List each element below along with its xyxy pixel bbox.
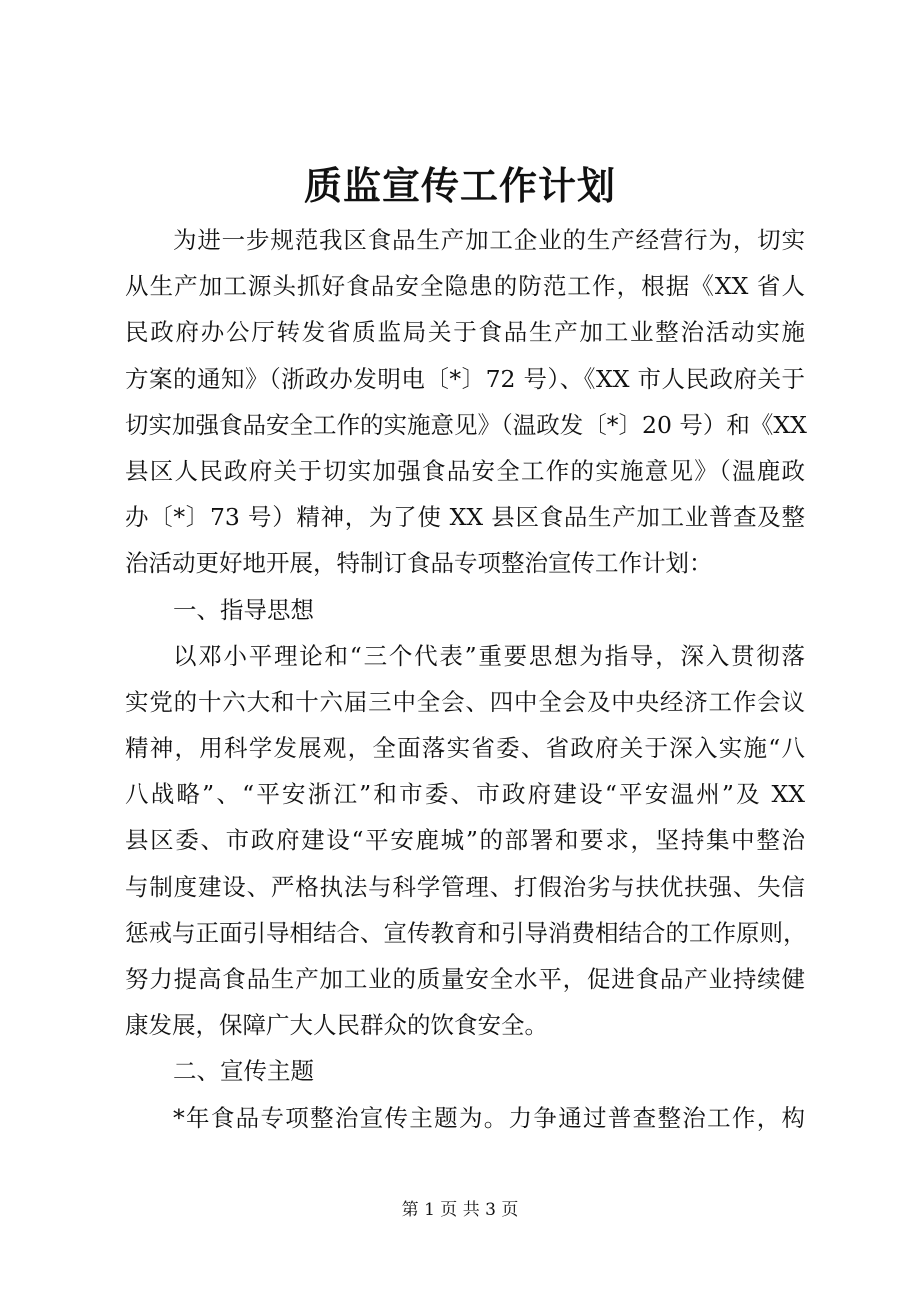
- document-body: [125, 217, 805, 1141]
- paragraph-line: 民政府办公厅转发省质监局关于食品生产加工业整治活动实施: [125, 318, 805, 347]
- paragraph-line: *年食品专项整治宣传主题为。力争通过普查整治工作，构: [173, 1103, 805, 1132]
- paragraph-line: 从生产加工源头抓好食品安全隐患的防范工作，根据《XX 省人: [125, 272, 805, 301]
- paragraph-line: 切实加强食品安全工作的实施意见》（温政发〔*〕20 号）和《XX: [125, 410, 807, 439]
- section-heading: 一、指导思想: [173, 595, 314, 624]
- paragraph-line: 县区人民政府关于切实加强食品安全工作的实施意见》（温鹿政: [125, 456, 805, 485]
- paragraph-line: 八战略”、“平安浙江”和市委、市政府建设“平安温州”及 XX: [125, 780, 805, 809]
- paragraph-line: 治活动更好地开展，特制订食品专项整治宣传工作计划：: [125, 549, 713, 578]
- paragraph-line: 实党的十六大和十六届三中全会、四中全会及中央经济工作会议: [125, 687, 805, 716]
- paragraph-line: 与制度建设、严格执法与科学管理、打假治劣与扶优扶强、失信: [125, 872, 805, 901]
- paragraph-line: 方案的通知》（浙政办发明电〔*〕72 号）、《XX 市人民政府关于: [125, 364, 805, 393]
- paragraph-line: 县区委、市政府建设“平安鹿城”的部署和要求，坚持集中整治: [125, 826, 805, 855]
- paragraph-line: 努力提高食品生产加工业的质量安全水平，促进食品产业持续健: [125, 965, 805, 993]
- paragraph-line: 以邓小平理论和“三个代表”重要思想为指导，深入贯彻落: [173, 641, 805, 670]
- paragraph-line: 为进一步规范我区食品生产加工企业的生产经营行为，切实: [173, 226, 805, 254]
- document-title: 质监宣传工作计划: [303, 163, 616, 208]
- page-footer: 第 1 页 共 3 页: [401, 1200, 519, 1220]
- paragraph-line: 办〔*〕73 号）精神，为了使 XX 县区食品生产加工业普查及整: [125, 503, 805, 532]
- paragraph-line: 惩戒与正面引导相结合、宣传教育和引导消费相结合的工作原则，: [125, 918, 807, 947]
- paragraph-line: 精神，用科学发展观，全面落实省委、省政府关于深入实施“八: [125, 734, 805, 763]
- paragraph-line: 康发展，保障广大人民群众的饮食安全。: [125, 1011, 548, 1040]
- section-heading: 二、宣传主题: [173, 1057, 314, 1086]
